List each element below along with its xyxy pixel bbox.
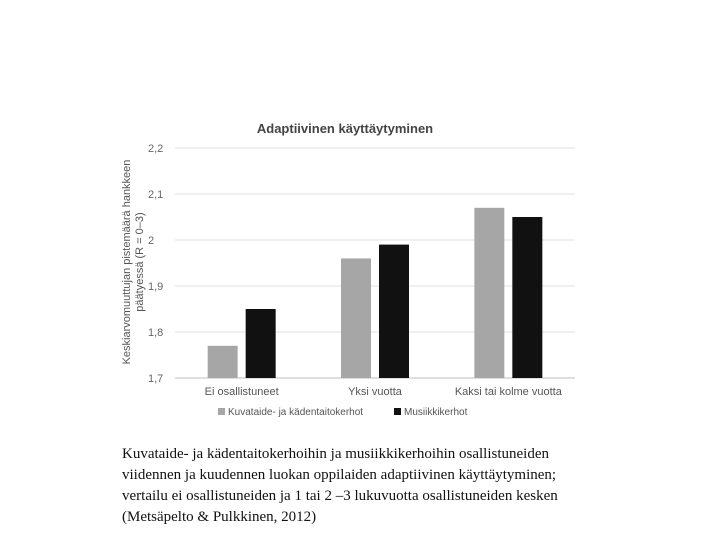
y-tick-label: 2,2 [148,143,164,155]
x-tick-label: Kaksi tai kolme vuotta [454,386,562,398]
x-tick-label: Ei osallistuneet [204,386,279,398]
x-tick-labels [205,386,563,398]
bar-musiikki-2 [512,217,542,378]
bars [208,208,543,378]
legend-swatch [394,408,401,415]
y-axis-label [121,160,146,365]
y-tick-label: 1,9 [148,281,164,293]
y-tick-labels [148,143,163,385]
bar-musiikki-1 [379,245,409,378]
y-tick-label: 1,8 [148,327,164,339]
bar-kuvataide-1 [341,258,371,378]
x-tick-label: Yksi vuotta [348,386,402,398]
bar-kuvataide-0 [208,346,238,378]
bar-kuvataide-2 [474,208,504,378]
y-tick-label: 2 [148,235,155,247]
figure-caption: Kuvataide- ja kädentaitokerhoihin ja musiikkikerhoihin osallistuneiden viidennen ja kuudennen luokan oppilaiden adaptiivinen käyttäytyminen; vertailu ei osallistuneiden ja 1 tai 2 –3 lukuvuotta osallistuneiden kesken (Metsäpelto & Pulkkinen, 2012) [122,446,558,525]
y-axis-label-line1: Keskiarvomuuttujan pistemäärä hankkeen [121,159,133,365]
legend-label: Kuvataide- ja kädentaitokerhot [228,407,364,418]
bar-musiikki-0 [246,309,276,378]
legend [218,407,468,418]
y-axis-label-line2: päätyessä (R = 0–3) [134,212,146,312]
y-tick-label: 2,1 [148,189,164,201]
legend-label: Musiikkikerhot [404,407,468,418]
legend-swatch [218,408,225,415]
y-tick-label: 1,7 [148,373,164,385]
chart-title: Adaptiivinen käyttäytyminen [256,121,434,136]
